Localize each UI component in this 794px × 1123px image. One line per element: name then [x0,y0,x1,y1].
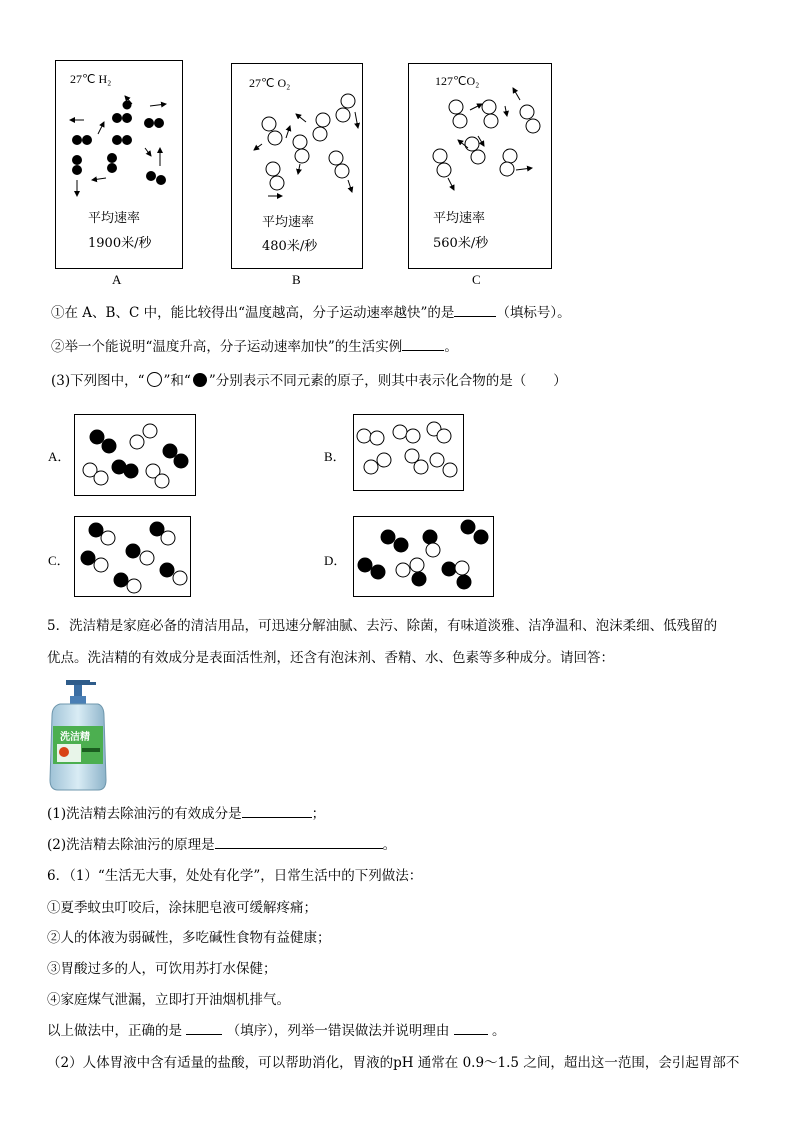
panel-b-label: B [292,272,301,287]
option-a-label[interactable]: A． [48,449,71,464]
question-6-2: （2）人体胃液中含有适量的盐酸，可以帮助消化，胃液的pH 通常在 0.9～1.5 之间，超出这一范围，会引起胃部不 [47,1055,740,1071]
question-5-line-1: 5．洗洁精是家庭必备的清洁用品，可迅速分解油腻、去污、除菌，有味道淡雅、洁净温和、泡沫柔细、低残留的 [47,618,718,634]
panel-a-rate-value: 1900米/秒 [88,236,152,251]
panel-c-rate-label: 平均速率 [433,211,486,226]
answer-blank-6-a[interactable] [186,1034,222,1035]
question-6-answer: 以上做法中，正确的是 （填序），列举一错误做法并说明理由 。 [47,1023,506,1039]
question-6-item-1: ①夏季蚊虫叮咬后，涂抹肥皂液可缓解疼痛； [47,900,317,916]
question-6-item-2: ②人的体液为弱碱性，多吃碱性食物有益健康； [47,930,331,946]
panel-b-rate-value: 480米/秒 [262,239,318,254]
panel-a-label: A [112,272,122,287]
panel-c-rate-value: 560米/秒 [433,236,489,251]
panel-b-title: 27℃ O₂ [249,76,291,90]
option-c-label[interactable]: C． [48,553,70,568]
question-6-item-4: ④家庭煤气泄漏，立即打开油烟机排气。 [47,992,290,1008]
option-d-label[interactable]: D． [324,553,347,568]
question-compare-2: ②举一个能说明“温度升高，分子运动速率加快”的生活实例 。 [51,339,458,355]
panel-c-title: 127℃O₂ [435,74,480,88]
answer-blank-5-2[interactable] [215,848,383,849]
question-5-1: (1)洗洁精去除油污的有效成分是 ； [47,806,326,822]
question-6-item-3: ③胃酸过多的人，可饮用苏打水保健； [47,961,277,977]
answer-blank-5-1[interactable] [242,817,312,818]
question-3: (3)下列图中，“ ”和“ ”分别表示不同元素的原子，则其中表示化合物的是（ ） [51,373,567,389]
option-b-label[interactable]: B． [324,449,346,464]
panel-b-rate-label: 平均速率 [262,215,315,230]
question-5-line-2: 优点。洗洁精的有效成分是表面活性剂，还含有泡沫剂、香精、水、色素等多种成分。请回答： [47,650,614,666]
question-6-head: 6．（1）“生活无大事，处处有化学”，日常生活中的下列做法： [47,868,423,884]
bottle-label-text: 洗洁精 [60,732,90,743]
panel-c-label: C [472,272,481,287]
answer-blank-6-b[interactable] [454,1034,488,1035]
question-5-2: (2)洗洁精去除油污的原理是 。 [47,837,397,853]
question-compare-1: ①在 A、B、C 中，能比较得出“温度越高，分子运动速率越快”的是 （填标号）。 [51,305,571,321]
panel-a-rate-label: 平均速率 [88,211,141,226]
panel-a-title: 27℃ H₂ [70,72,112,86]
